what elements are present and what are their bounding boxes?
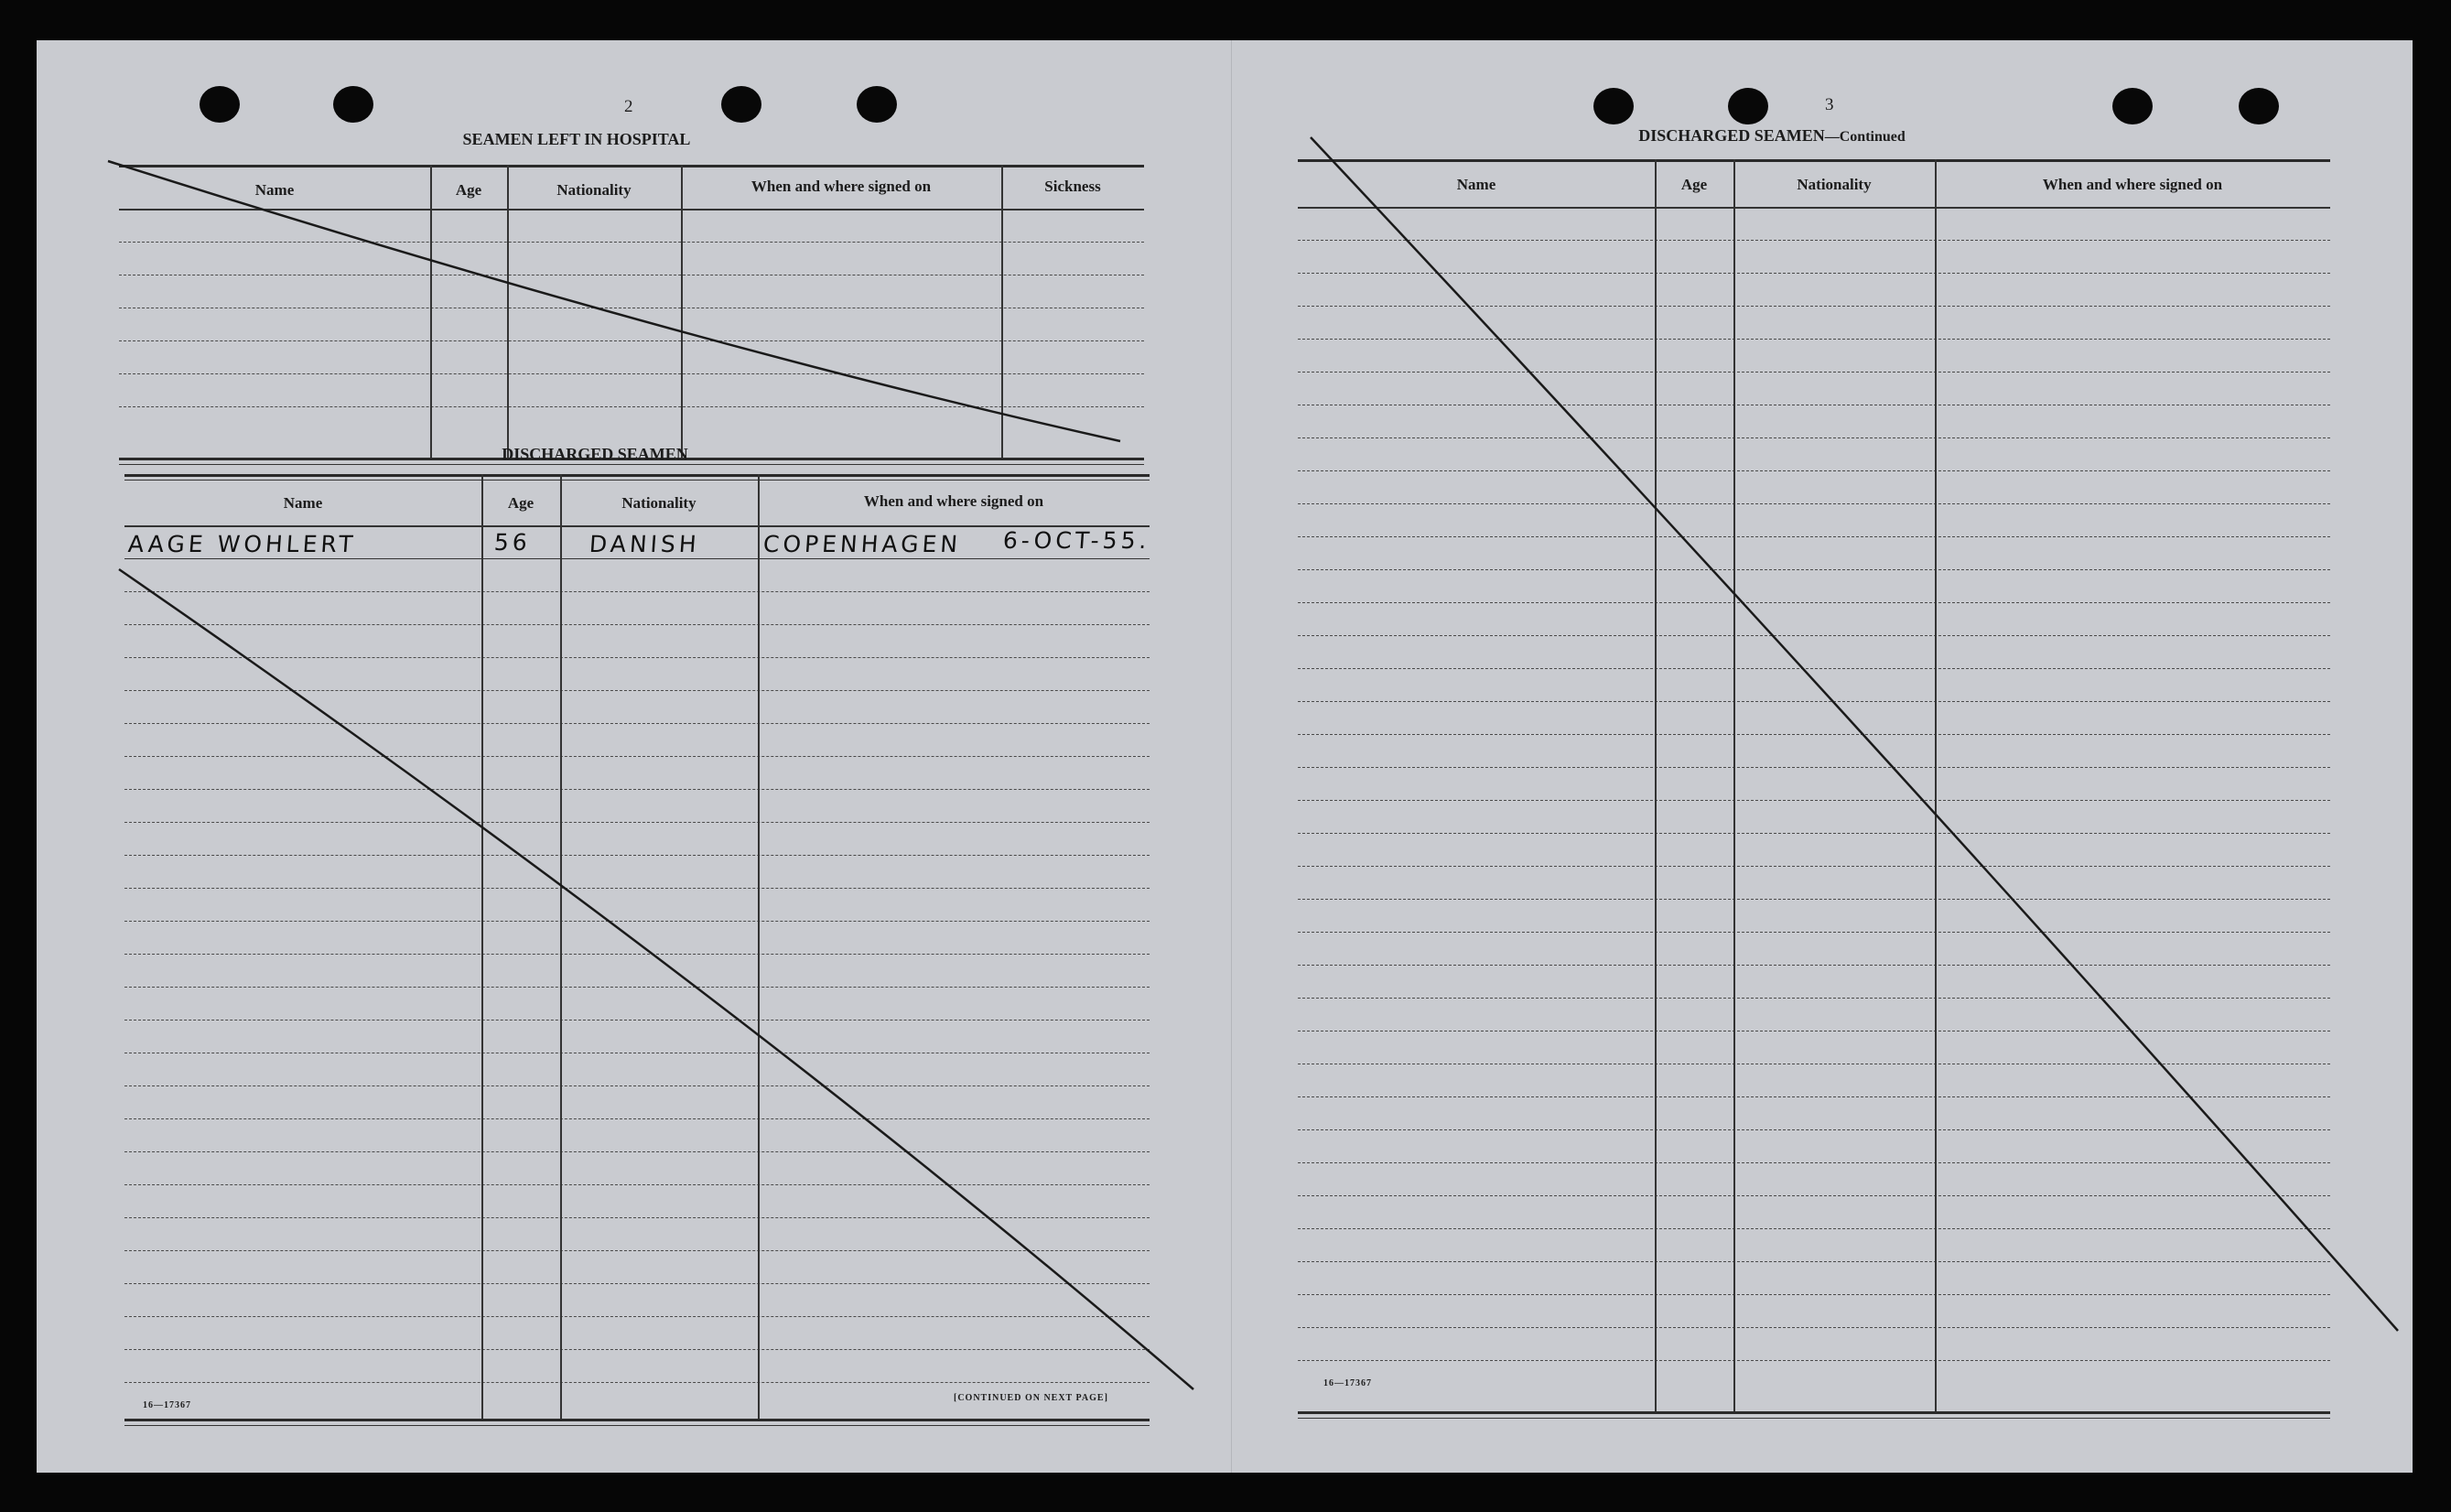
- column-header-age: Age: [455, 181, 482, 199]
- column-header-name: Name: [283, 494, 323, 512]
- form-number: 16—17367: [1323, 1378, 1372, 1388]
- column-header-signed-on: When and where signed on: [863, 492, 1044, 510]
- seaman-age: 56: [492, 529, 532, 556]
- signed-on-place: COPENHAGEN: [761, 531, 963, 557]
- form-number: 16—17367: [143, 1400, 191, 1410]
- column-header-nationality: Nationality: [1797, 176, 1872, 193]
- column-header-nationality: Nationality: [621, 494, 696, 512]
- page-number: 2: [624, 97, 633, 116]
- column-header-nationality: Nationality: [556, 181, 632, 199]
- page-number: 3: [1825, 95, 1834, 114]
- column-header-name: Name: [1456, 176, 1496, 193]
- column-header-sickness: Sickness: [1044, 178, 1101, 195]
- column-header-age: Age: [1680, 176, 1708, 193]
- discharged-continued-title: DISCHARGED SEAMEN—Continued: [1638, 126, 1906, 145]
- column-header-signed-on: When and where signed on: [2042, 176, 2223, 193]
- discharged-section-title: DISCHARGED SEAMEN: [502, 445, 688, 463]
- right-page: [1231, 40, 2413, 1473]
- left-page: [37, 40, 1231, 1473]
- signed-on-date: 6-OCT-55.: [1001, 527, 1151, 554]
- column-header-age: Age: [507, 494, 534, 512]
- cancel-strike-line: [1232, 40, 2413, 1473]
- hospital-section-title: SEAMEN LEFT IN HOSPITAL: [462, 130, 691, 148]
- cancel-strike-line: [37, 40, 1231, 1473]
- column-header-name: Name: [254, 181, 295, 199]
- column-header-signed-on: When and where signed on: [750, 178, 932, 195]
- seaman-nationality: DANISH: [588, 531, 701, 557]
- continued-note: [CONTINUED ON NEXT PAGE]: [954, 1393, 1108, 1403]
- seaman-name: AAGE WOHLERT: [126, 531, 358, 557]
